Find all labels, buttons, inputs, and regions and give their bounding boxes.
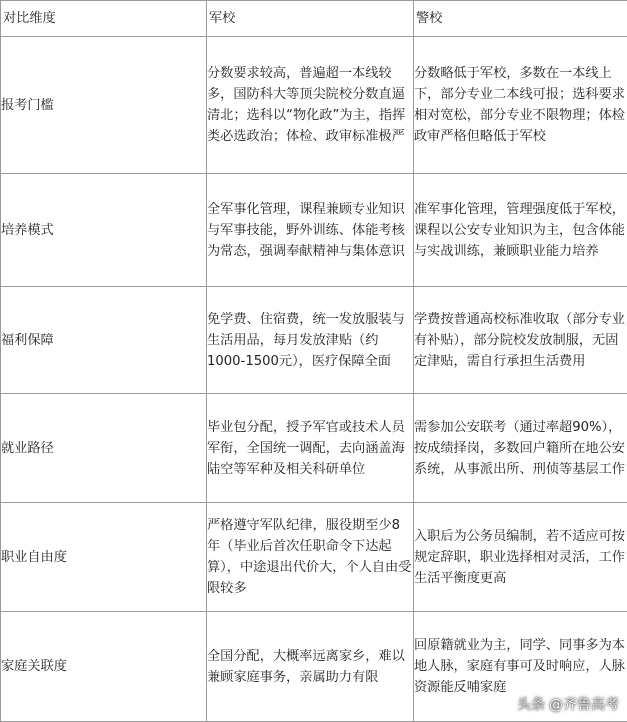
header-dimension [1,1,207,37]
military-cell: 毕业包分配，授予军官或技术人员军衔，全国统一调配，去向涵盖海陆空等军种及相关科研单位 [207,394,414,503]
header-police [414,1,627,37]
header-military-label: 军校 [207,8,413,29]
military-cell: 严格遵守军队纪律，服役期至少8年（毕业后首次任职命令下达起算），中途退出代价大，个人自由受限较多 [207,503,414,612]
header-military [207,1,414,37]
dimension-cell: 培养模式 [1,174,207,287]
military-cell: 免学费、住宿费，统一发放服装与生活用品，每月发放津贴（约1000-1500元），医疗保障全面 [207,287,414,394]
police-cell: 回原籍就业为主，同学、同事多为本地人脉，家庭有事可及时响应，人脉资源能反哺家庭 [414,612,627,722]
header-dimension-label: 对比维度 [1,8,206,29]
dimension-cell: 职业自由度 [1,503,207,612]
police-cell: 分数略低于军校，多数在一本线上下，部分专业二本线可报；选科要求相对宽松，部分专业不限物理；体检政审严格但略低于军校 [414,37,627,174]
police-cell: 入职后为公务员编制，若不适应可按规定辞职，职业选择相对灵活，工作生活平衡度更高 [414,503,627,612]
military-cell: 分数要求较高，普遍超一本线较多，国防科大等顶尖院校分数直逼清北；选科以“物化政”为主，指挥类必选政治；体检、政审标准极严 [207,37,414,174]
watermark [517,694,619,714]
table-row [1,394,627,503]
dimension-cell: 报考门槛 [1,37,207,174]
watermark-account: @齐鲁高考 [549,697,619,713]
table-row [1,503,627,612]
header-police-label: 警校 [414,8,627,29]
dimension-cell: 家庭关联度 [1,612,207,722]
dimension-cell: 福利保障 [1,287,207,394]
table-row [1,174,627,287]
table-row [1,37,627,174]
police-cell: 需参加公安联考（通过率超90%），按成绩择岗，多数回户籍所在地公安系统，从事派出所、刑侦等基层工作 [414,394,627,503]
watermark-source: 头条 [517,697,545,713]
military-cell: 全国分配，大概率远离家乡，难以兼顾家庭事务，亲属助力有限 [207,612,414,722]
police-cell: 准军事化管理，管理强度低于军校，课程以公安专业知识为主，包含体能与实战训练，兼顾职业能力培养 [414,174,627,287]
police-cell: 学费按普通高校标准收取（部分专业有补贴），部分院校发放制服，无固定津贴，需自行承担生活费用 [414,287,627,394]
military-cell: 全军事化管理，课程兼顾专业知识与军事技能，野外训练、体能考核为常态，强调奉献精神与集体意识 [207,174,414,287]
table-header-row [1,1,627,37]
table-row [1,287,627,394]
dimension-cell: 就业路径 [1,394,207,503]
